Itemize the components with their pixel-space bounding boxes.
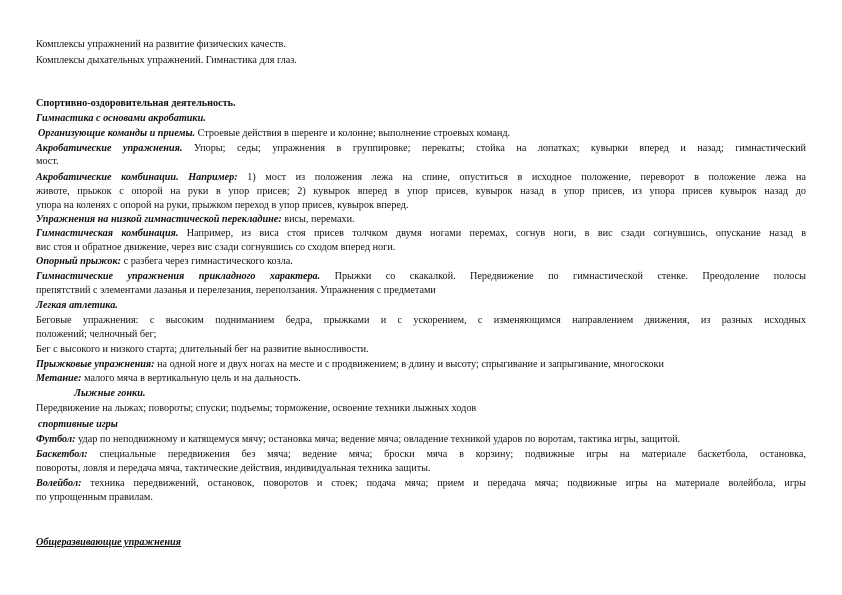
- paragraph-football: [36, 433, 680, 446]
- term-label: Опорный прыжок:: [36, 256, 122, 267]
- term-text: техника передвижений, остановок, поворотов и стоек; подача мяча; прием и передача мяча; подвижные игры на материале волейбола, игры: [81, 478, 806, 489]
- term-label: Акробатические комбинации. Например:: [36, 172, 238, 183]
- term-text: Например, из виса стоя присев толчком двумя ногами перемах, согнув ноги, в вис сзади согнувшись, опускание назад в: [178, 228, 806, 239]
- term-label: Гимнастические упражнения прикладного характера.: [36, 271, 321, 282]
- term-text: положений; челночный бег;: [36, 329, 157, 340]
- term-text: Беговые упражнения: с высоким подниманием бедра, прыжками и с ускорением, с изменяющимся направлением движения, из разных исходных: [36, 315, 806, 326]
- term-text: Прыжки со скакалкой. Передвижение по гимнастической стенке. Преодоление полосы: [320, 271, 806, 282]
- paragraph-throwing: [36, 372, 301, 385]
- term-text: на одной ноге и двух ногах на месте и с продвижением; в длину и высоту; спрыгивание и запрыгивание, многоскоки: [154, 359, 664, 370]
- term-text: препятствий с элементами лазанья и перелезания, переползания. Упражнения с предметами: [36, 285, 436, 296]
- term-text: 1) мост из положения лежа на спине, опуститься в исходное положение, переворот в положение лежа на: [237, 172, 806, 183]
- paragraph-acrobatic-exercises: [36, 142, 806, 155]
- term-label: Футбол:: [36, 434, 76, 445]
- paragraph-low-bar: [36, 213, 355, 226]
- paragraph-line: [36, 284, 436, 297]
- paragraph-volleyball: [36, 477, 806, 490]
- section-title: [36, 97, 236, 110]
- term-text: упора на коленях с опорой на руки, прыжком переход в упор присев, кувырок вперед.: [36, 200, 409, 211]
- term-label: Баскетбол:: [36, 449, 88, 460]
- term-text: повороты, ловля и передача мяча, тактические действия, индивидуальная техника защиты.: [36, 463, 431, 474]
- term-text: мост.: [36, 156, 59, 167]
- term-text: по упрощенным правилам.: [36, 492, 153, 503]
- paragraph-line: [36, 199, 408, 212]
- heading-text: Гимнастика с основами акробатики.: [36, 113, 206, 124]
- paragraph-line: [36, 241, 395, 254]
- paragraph-running: [36, 314, 806, 327]
- term-text: специальные передвижения без мяча; ведение мяча; броски мяча в корзину; подвижные игры на материале баскетбола, остановка,: [87, 449, 806, 460]
- athletics-heading: [36, 299, 118, 312]
- heading-text: спортивные игры: [38, 419, 118, 430]
- term-label: Акробатические упражнения.: [36, 143, 183, 154]
- term-text: с разбега через гимнастического козла.: [121, 256, 293, 267]
- term-label: Метание:: [36, 373, 82, 384]
- paragraph-basketball: [36, 448, 806, 461]
- paragraph-gymnastic-combination: [36, 227, 806, 240]
- paragraph-applied-exercises: [36, 270, 806, 283]
- paragraph-line: [36, 462, 431, 475]
- term-text: Бег с высокого и низкого старта; длительный бег на развитие выносливости.: [36, 344, 369, 355]
- gymnastics-heading: [36, 112, 206, 125]
- paragraph-breathing-exercises: [36, 54, 297, 67]
- heading-text: Общеразвивающие упражнения: [36, 537, 181, 548]
- term-text: вис стоя и обратное движение, через вис сзади согнувшись со сходом вперед ноги.: [36, 242, 396, 253]
- paragraph-jumping: [36, 358, 664, 371]
- text-line: Комплексы упражнений на развитие физических качеств.: [36, 39, 286, 50]
- paragraph-line: [36, 328, 157, 341]
- paragraph-physical-qualities: [36, 38, 286, 51]
- paragraph-vault: [36, 255, 293, 268]
- heading-text: Легкая атлетика.: [36, 300, 118, 311]
- term-text: висы, перемахи.: [281, 214, 355, 225]
- paragraph-line: [36, 491, 153, 504]
- term-text: Строевые действия в шеренге и колонне; выполнение строевых команд.: [195, 128, 511, 139]
- term-text: малого мяча в вертикальную цель и на дальность.: [81, 373, 301, 384]
- paragraph-acrobatic-combinations: [36, 171, 806, 184]
- paragraph-organizing-commands: [38, 127, 510, 140]
- term-text: Передвижение на лыжах; повороты; спуски; подъемы; торможение, освоение техники лыжных ходов: [36, 403, 477, 414]
- paragraph-start: [36, 343, 369, 356]
- ski-heading: [74, 387, 145, 400]
- text-line: Комплексы дыхательных упражнений. Гимнастика для глаз.: [36, 55, 297, 66]
- sport-games-heading: [38, 418, 118, 431]
- heading-text: Лыжные гонки.: [74, 388, 146, 399]
- term-label: Волейбол:: [36, 478, 82, 489]
- term-text: животе, прыжок с опорой на руки в упор присев; 2) кувырок вперед в упор присев, кувырок назад в упор присев, из упора присев кувырок назад до: [36, 186, 806, 197]
- paragraph-skiing: [36, 402, 476, 415]
- term-text: удар по неподвижному и катящемуся мячу; остановка мяча; ведение мяча; овладение техникой ударов по воротам, тактика игры, защитой.: [75, 434, 681, 445]
- term-label: Упражнения на низкой гимнастической перекладине:: [36, 214, 282, 225]
- paragraph-line: [36, 185, 806, 198]
- term-label: Организующие команды и приемы.: [38, 128, 196, 139]
- general-exercises-heading: [36, 536, 181, 549]
- section-title-text: Спортивно-оздоровительная деятельность.: [36, 98, 236, 109]
- term-label: Прыжковые упражнения:: [36, 359, 155, 370]
- paragraph-line: [36, 155, 59, 168]
- term-label: Гимнастическая комбинация.: [36, 228, 179, 239]
- term-text: Упоры; седы; упражнения в группировке; перекаты; стойка на лопатках; кувырки вперед и назад; гимнастический: [182, 143, 806, 154]
